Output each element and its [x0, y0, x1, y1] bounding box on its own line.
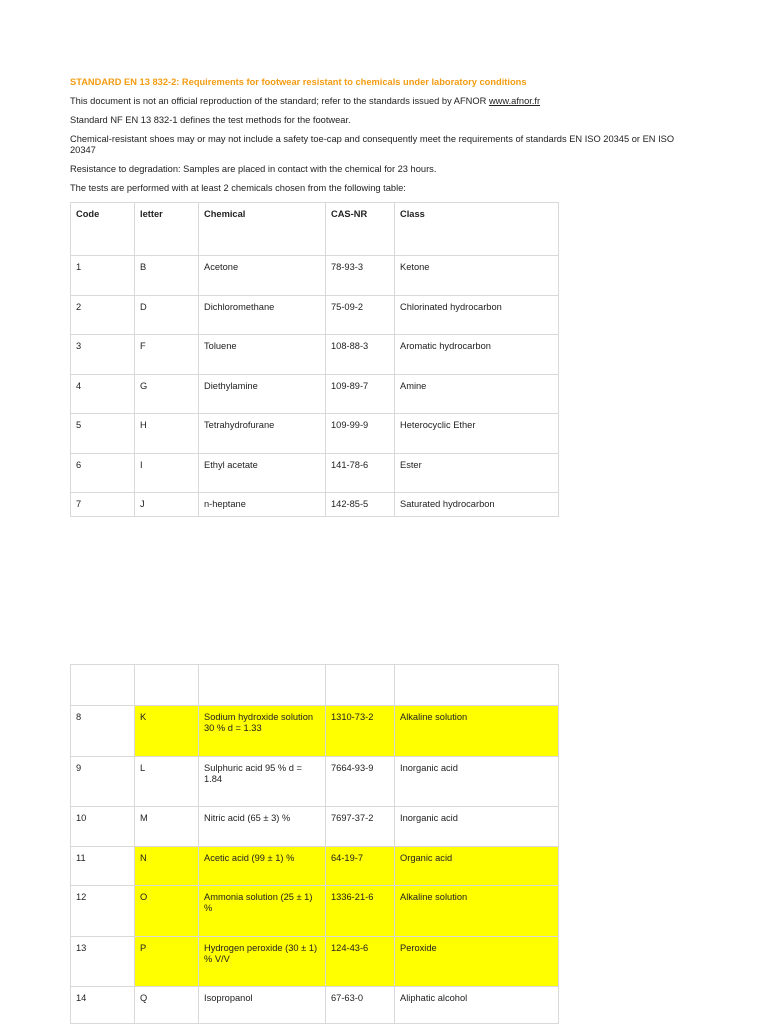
afnor-link[interactable]: www.afnor.fr — [488, 96, 541, 106]
table-row — [71, 256, 559, 296]
cell-code: 2 — [71, 296, 135, 335]
cell-chemical: Toluene — [199, 335, 326, 375]
cell-chemical: Isopropanol — [199, 987, 326, 1024]
cell-cas-nr: 75-09-2 — [326, 296, 395, 335]
cell-chemical: Dichloromethane — [199, 296, 326, 335]
cell-letter: B — [135, 256, 199, 296]
cell-letter: D — [135, 296, 199, 335]
cell-chemical: Ammonia solution (25 ± 1) % — [199, 886, 326, 937]
cell-letter: P — [135, 937, 199, 987]
cell-cas-nr: 1336-21-6 — [326, 886, 395, 937]
cell-code: 8 — [71, 706, 135, 757]
cell-chemical: Tetrahydrofurane — [199, 414, 326, 454]
empty-cell — [199, 665, 326, 706]
table-row — [71, 706, 559, 757]
toe-cap-paragraph: Chemical-resistant shoes may or may not include a safety toe-cap and consequently meet the requirements of standards EN ISO 20345 or EN ISO 20347 — [70, 134, 675, 155]
table-row — [71, 335, 559, 375]
cell-cas-nr: 64-19-7 — [326, 847, 395, 886]
cell-code: 7 — [71, 493, 135, 517]
header-code: Code — [71, 203, 135, 256]
empty-cell — [71, 665, 135, 706]
header-letter: letter — [135, 203, 199, 256]
cell-code: 10 — [71, 807, 135, 847]
header-class: Class — [395, 203, 559, 256]
cell-letter: M — [135, 807, 199, 847]
cell-chemical: Acetic acid (99 ± 1) % — [199, 847, 326, 886]
cell-cas-nr: 1310-73-2 — [326, 706, 395, 757]
cell-class: Aromatic hydrocarbon — [395, 335, 559, 375]
cell-cas-nr: 109-89-7 — [326, 375, 395, 414]
cell-letter: I — [135, 454, 199, 493]
cell-chemical: Diethylamine — [199, 375, 326, 414]
cell-class: Heterocyclic Ether — [395, 414, 559, 454]
cell-code: 3 — [71, 335, 135, 375]
degradation-paragraph: Resistance to degradation: Samples are placed in contact with the chemical for 23 hours. — [70, 164, 437, 174]
empty-cell — [135, 665, 199, 706]
chemicals-table-2 — [70, 664, 559, 1024]
cell-letter: J — [135, 493, 199, 517]
table-row — [71, 375, 559, 414]
cell-code: 12 — [71, 886, 135, 937]
cell-cas-nr: 108-88-3 — [326, 335, 395, 375]
cell-chemical: Sodium hydroxide solution 30 % d = 1.33 — [199, 706, 326, 757]
table-row — [71, 757, 559, 807]
cell-code: 5 — [71, 414, 135, 454]
table-row — [71, 414, 559, 454]
disclaimer-paragraph — [70, 96, 690, 107]
cell-cas-nr: 78-93-3 — [326, 256, 395, 296]
table-row — [71, 987, 559, 1024]
chemicals-table-1 — [70, 202, 559, 517]
cell-code: 11 — [71, 847, 135, 886]
cell-class: Amine — [395, 375, 559, 414]
table-row — [71, 454, 559, 493]
cell-chemical: Acetone — [199, 256, 326, 296]
cell-letter: K — [135, 706, 199, 757]
cell-letter: O — [135, 886, 199, 937]
cell-code: 6 — [71, 454, 135, 493]
table-row — [71, 937, 559, 987]
cell-letter: Q — [135, 987, 199, 1024]
cell-chemical: Hydrogen peroxide (30 ± 1) % V/V — [199, 937, 326, 987]
table-row — [71, 296, 559, 335]
disclaimer-text: This document is not an official reproduction of the standard; refer to the standards issued by AFNOR — [70, 96, 489, 106]
table-header-row — [71, 203, 559, 256]
cell-chemical: Sulphuric acid 95 % d = 1.84 — [199, 757, 326, 807]
test-methods-paragraph: Standard NF EN 13 832-1 defines the test methods for the footwear. — [70, 115, 351, 125]
cell-chemical: Ethyl acetate — [199, 454, 326, 493]
cell-letter: L — [135, 757, 199, 807]
cell-cas-nr: 141-78-6 — [326, 454, 395, 493]
empty-cell — [326, 665, 395, 706]
cell-cas-nr: 109-99-9 — [326, 414, 395, 454]
cell-class: Organic acid — [395, 847, 559, 886]
cell-letter: F — [135, 335, 199, 375]
cell-code: 13 — [71, 937, 135, 987]
cell-cas-nr: 67-63-0 — [326, 987, 395, 1024]
empty-cell — [395, 665, 559, 706]
cell-class: Peroxide — [395, 937, 559, 987]
cell-class: Chlorinated hydrocarbon — [395, 296, 559, 335]
cell-class: Alkaline solution — [395, 706, 559, 757]
cell-cas-nr: 124-43-6 — [326, 937, 395, 987]
cell-class: Inorganic acid — [395, 757, 559, 807]
cell-chemical: n-heptane — [199, 493, 326, 517]
cell-class: Alkaline solution — [395, 886, 559, 937]
cell-code: 4 — [71, 375, 135, 414]
table-row — [71, 886, 559, 937]
table-intro-paragraph: The tests are performed with at least 2 chemicals chosen from the following table: — [70, 183, 406, 193]
header-cas-nr: CAS-NR — [326, 203, 395, 256]
cell-code: 14 — [71, 987, 135, 1024]
document-title: STANDARD EN 13 832-2: Requirements for footwear resistant to chemicals under laboratory conditions — [70, 77, 527, 87]
cell-code: 1 — [71, 256, 135, 296]
table-row — [71, 807, 559, 847]
cell-class: Saturated hydrocarbon — [395, 493, 559, 517]
table-empty-header-row — [71, 665, 559, 706]
header-chemical: Chemical — [199, 203, 326, 256]
cell-class: Ester — [395, 454, 559, 493]
cell-class: Inorganic acid — [395, 807, 559, 847]
cell-cas-nr: 7664-93-9 — [326, 757, 395, 807]
cell-letter: N — [135, 847, 199, 886]
cell-chemical: Nitric acid (65 ± 3) % — [199, 807, 326, 847]
cell-cas-nr: 7697-37-2 — [326, 807, 395, 847]
table-row — [71, 847, 559, 886]
cell-letter: H — [135, 414, 199, 454]
cell-code: 9 — [71, 757, 135, 807]
cell-class: Ketone — [395, 256, 559, 296]
cell-letter: G — [135, 375, 199, 414]
cell-cas-nr: 142-85-5 — [326, 493, 395, 517]
table-row — [71, 493, 559, 517]
cell-class: Aliphatic alcohol — [395, 987, 559, 1024]
